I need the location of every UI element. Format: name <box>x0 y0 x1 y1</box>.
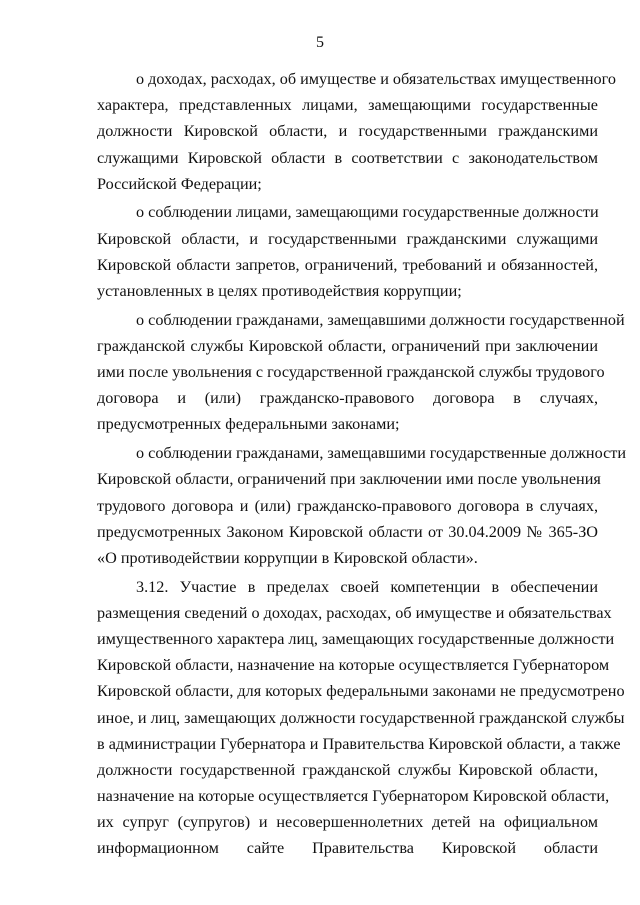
text-line: характера, представленных лицами, замещающими государственные <box>97 96 598 115</box>
paragraph <box>97 199 598 304</box>
paragraph <box>97 307 625 438</box>
paragraph <box>97 440 626 571</box>
text-line: имущественного характера лиц, замещающих государственные должности <box>97 629 615 648</box>
text-line: информационном сайте Правительства Кировской области <box>97 839 598 858</box>
text-line: служащими Кировской области в соответствии с законодательством <box>97 148 598 167</box>
text-line: в администрации Губернатора и Правительства Кировской области, а также <box>97 734 621 753</box>
text-line: должности государственной гражданской службы Кировской области, <box>97 760 598 779</box>
text-line: 3.12. Участие в пределах своей компетенции в обеспечении <box>136 577 598 596</box>
document-body <box>97 66 626 864</box>
text-line: их супруг (супругов) и несовершеннолетних детей на официальном <box>97 813 598 832</box>
text-line: Российской Федерации; <box>97 174 262 193</box>
text-line: размещения сведений о доходах, расходах, об имуществе и обязательствах <box>97 603 612 622</box>
text-line: установленных в целях противодействия коррупции; <box>97 282 462 300</box>
page-number: 5 <box>316 34 324 51</box>
text-line: Кировской области, для которых федеральными законами не предусмотрено <box>97 682 625 701</box>
text-line: ими после увольнения с государственной гражданской службы трудового <box>97 363 605 382</box>
text-line: о соблюдении лицами, замещающими государственные должности <box>136 203 599 222</box>
text-line: гражданской службы Кировской области, ограничений при заключении <box>97 336 598 355</box>
text-line: иное, и лиц, замещающих должности государственной гражданской службы <box>97 708 625 727</box>
paragraph <box>97 574 625 862</box>
text-line: Кировской области, назначение на которые осуществляется Губернатором <box>97 656 610 675</box>
text-line: «О противодействии коррупции в Кировской области». <box>97 548 478 567</box>
text-line: договора и (или) гражданско-правового договора в случаях, <box>97 389 598 408</box>
text-line: Кировской области, ограничений при заключении ими после увольнения <box>97 470 601 489</box>
text-line: Кировской области запретов, ограничений, требований и обязанностей, <box>97 255 598 274</box>
paragraph <box>97 66 616 197</box>
text-line: должности Кировской области, и государственными гражданскими <box>97 122 598 141</box>
text-line: предусмотренных федеральными законами; <box>97 415 400 434</box>
text-line: Кировской области, и государственными гражданскими служащими <box>97 229 598 248</box>
text-line: о соблюдении гражданами, замещавшими государственные должности <box>136 444 626 463</box>
text-line: о доходах, расходах, об имуществе и обязательствах имущественного <box>136 70 616 88</box>
text-line: трудового договора и (или) гражданско-правового договора в случаях, <box>97 496 598 515</box>
text-line: о соблюдении гражданами, замещавшими должности государственной <box>136 310 625 329</box>
text-line: назначение на которые осуществляется Губернатором Кировской области, <box>97 787 610 806</box>
text-line: предусмотренных Законом Кировской области от 30.04.2009 № 365-ЗО <box>97 522 598 541</box>
